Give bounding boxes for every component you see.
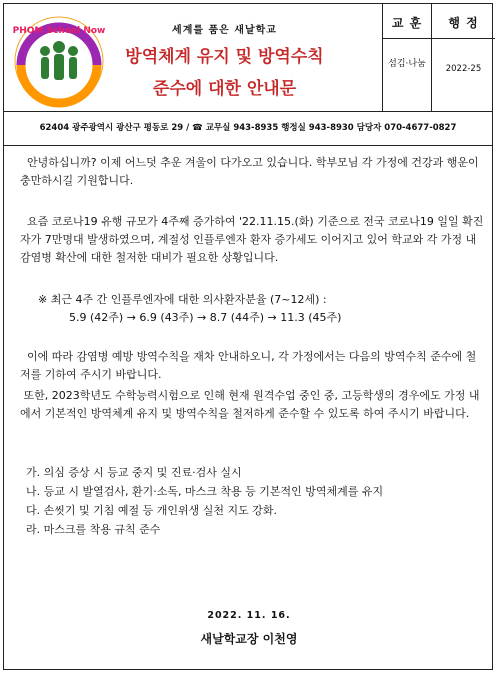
greeting-paragraph bbox=[20, 154, 484, 190]
department-label: 행 정 bbox=[448, 16, 479, 30]
exam-paragraph bbox=[20, 387, 484, 423]
logo-text: PHOM School Now bbox=[12, 26, 106, 36]
document-number: 2022-25 bbox=[445, 64, 482, 74]
list-item: 나. 등교 시 발열검사, 환기·소독, 마스크 착용 등 기본적인 방역체계를 유지 bbox=[26, 485, 384, 498]
covid-paragraph bbox=[20, 213, 484, 267]
list-item: 다. 손씻기 및 기침 예절 등 개인위생 실천 지도 강화. bbox=[26, 504, 277, 517]
document-date: 2022. 11. 16. bbox=[207, 610, 291, 621]
guidance-text: 이에 따라 감염병 예방 방역수칙을 재차 안내하오니, 각 가정에서는 다음의 방역수칙 준수에 철저를 기하여 주시기 바랍니다. bbox=[20, 350, 477, 381]
covid-text: 요즘 코로나19 유행 규모가 4주째 증가하여 '22.11.15.(화) 기준으로 전국 코로나19 일일 확진자가 7만명대 발생하였으며, 계절성 인플루엔자 환자 증가세도 이어지고 있어 학교와 각 가정 내 감염병 확산에 대한 철저한 대비가 필요한 상황입니다. bbox=[20, 215, 484, 264]
guidance-paragraph bbox=[20, 348, 484, 384]
document-header bbox=[4, 4, 492, 112]
list-item: 가. 의심 증상 시 등교 중지 및 진료·검사 실시 bbox=[26, 466, 242, 479]
exam-text: 또한, 2023학년도 수학능력시험으로 인해 현재 원격수업 중인 중, 고등학생의 경우에도 가정 내에서 기본적인 방역체계 유지 및 방역수칙을 철저하게 준수할 수 있도록 하여 주시기 바랍니다. bbox=[20, 389, 480, 420]
document-frame bbox=[3, 3, 493, 670]
school-logo bbox=[11, 13, 107, 109]
note-line-2: 5.9 (42주) → 6.9 (43주) → 8.7 (44주) → 11.3 (45주) bbox=[69, 311, 342, 324]
school-motto: 세계를 품은 새날학교 bbox=[172, 25, 277, 36]
principal-signature: 새날학교장 이천영 bbox=[200, 632, 298, 646]
list-item: 라. 마스크를 착용 규칙 준수 bbox=[26, 523, 161, 536]
rule-list bbox=[26, 463, 476, 539]
info-row-2 bbox=[383, 38, 495, 111]
info-box bbox=[382, 4, 495, 111]
info-divider bbox=[431, 4, 432, 111]
greeting-text: 안녕하십니까? 이제 어느덧 추운 겨울이 다가오고 있습니다. 학부모님 각 가정에 건강과 행운이 충만하시길 기원합니다. bbox=[20, 156, 479, 187]
motto-value: 섬김·나눔 bbox=[388, 59, 426, 69]
influenza-note bbox=[38, 291, 478, 327]
motto-label: 교 훈 bbox=[391, 16, 423, 30]
document-title-line1: 방역체계 유지 및 방역수칙 bbox=[125, 47, 324, 67]
note-line-1: ※ 최근 4주 간 인플루엔자에 대한 의사환자분율 (7~12세) : bbox=[38, 293, 327, 306]
info-row-1 bbox=[383, 4, 495, 39]
contact-line: 62404 광주광역시 광산구 평동로 29 / ☎ 교무실 943-8935 행정실 943-8930 담당자 070-4677-0827 bbox=[4, 111, 492, 146]
document-title-line2: 준수에 대한 안내문 bbox=[152, 79, 297, 99]
